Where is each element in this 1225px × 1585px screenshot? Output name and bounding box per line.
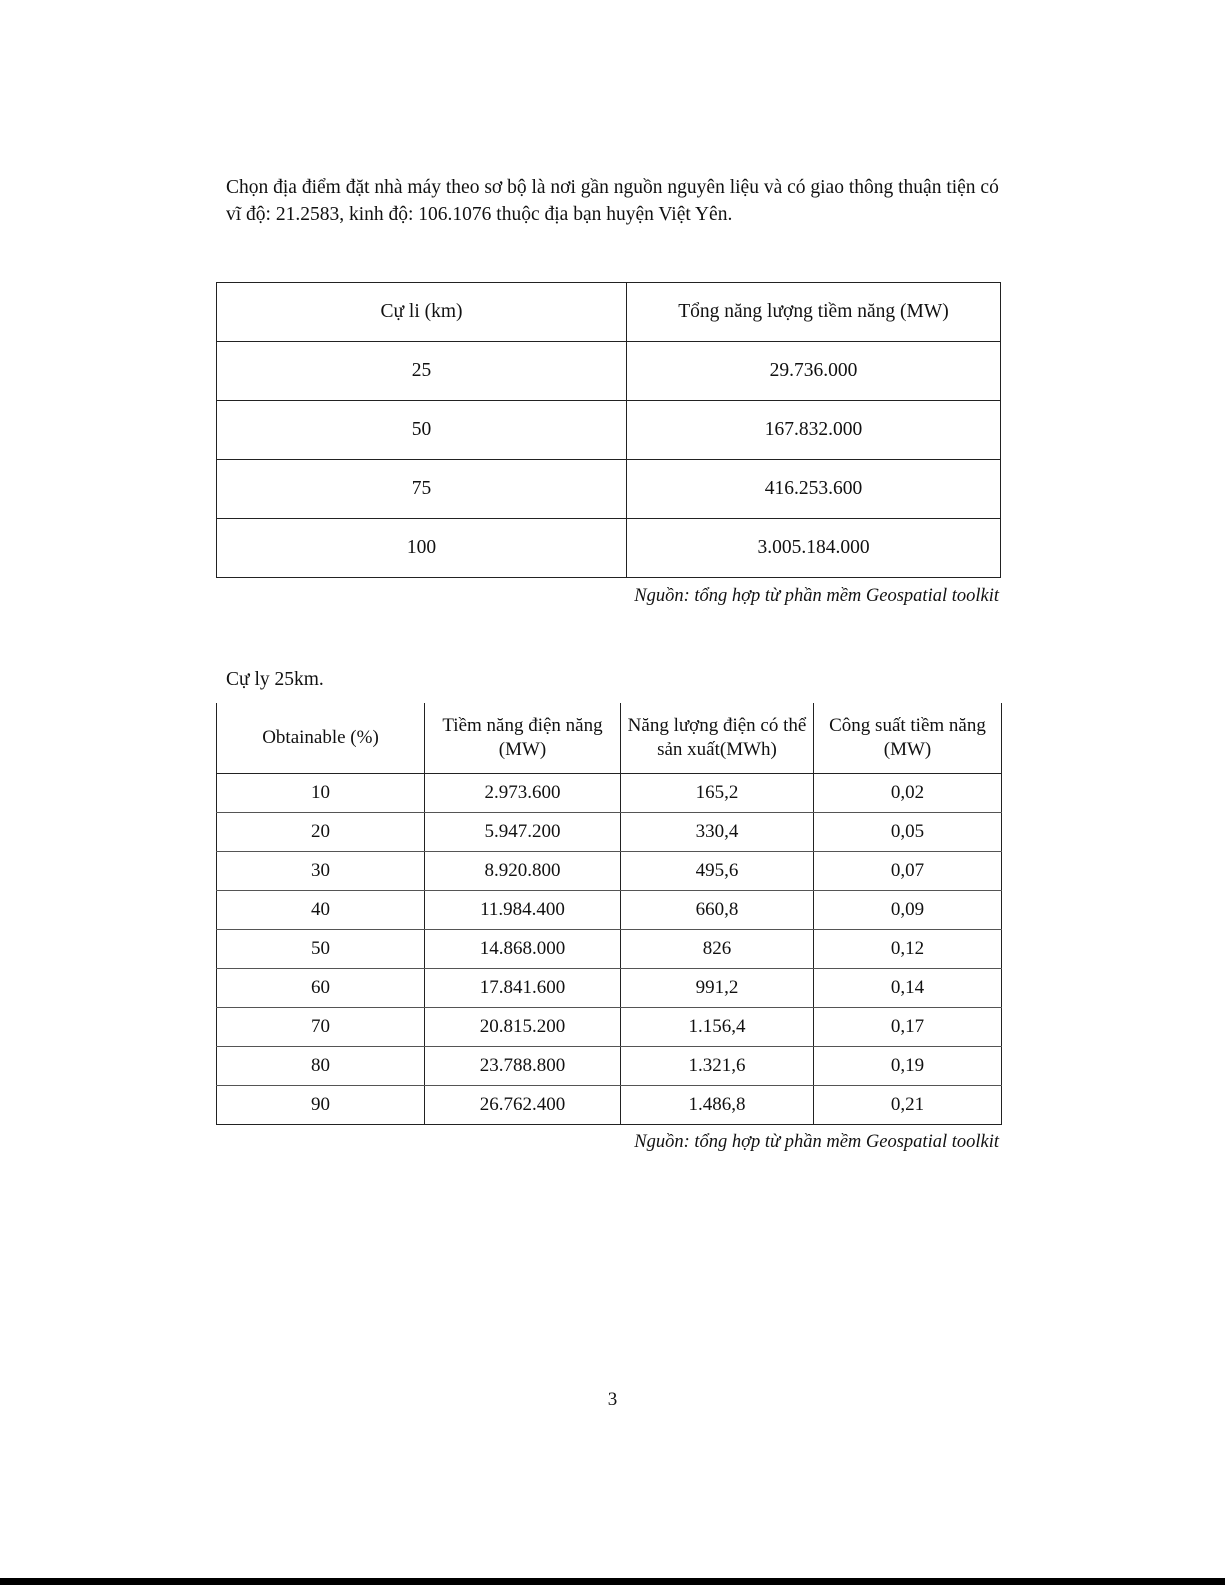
table-cell: 165,2 — [621, 774, 814, 813]
table-row — [217, 969, 1002, 1008]
table-cell: 167.832.000 — [627, 401, 1001, 460]
table-row — [217, 930, 1002, 969]
page-bottom-border — [0, 1578, 1225, 1585]
table-cell: 0,17 — [814, 1008, 1002, 1047]
table-row — [217, 1047, 1002, 1086]
table-cell: 70 — [217, 1008, 425, 1047]
table-cell: 1.321,6 — [621, 1047, 814, 1086]
table-cell: 2.973.600 — [425, 774, 621, 813]
table-cell: 23.788.800 — [425, 1047, 621, 1086]
table-cell: 0,05 — [814, 813, 1002, 852]
table-cell: 826 — [621, 930, 814, 969]
table-header-row — [217, 283, 1001, 342]
table-cell: 330,4 — [621, 813, 814, 852]
table-cell: 660,8 — [621, 891, 814, 930]
table-cell: 0,02 — [814, 774, 1002, 813]
table-cell: 50 — [217, 930, 425, 969]
table-cell: 0,14 — [814, 969, 1002, 1008]
column-header-electric-potential: Tiềm năng điện năng (MW) — [425, 703, 621, 774]
table-cell: 14.868.000 — [425, 930, 621, 969]
column-header-producible-energy: Năng lượng điện có thể sản xuất(MWh) — [621, 703, 814, 774]
table-cell: 991,2 — [621, 969, 814, 1008]
table-cell: 10 — [217, 774, 425, 813]
energy-by-distance-table — [216, 282, 1001, 578]
table-header-row — [217, 703, 1002, 774]
table-cell: 0,07 — [814, 852, 1002, 891]
table-cell: 17.841.600 — [425, 969, 621, 1008]
table-cell: 5.947.200 — [425, 813, 621, 852]
table-row — [217, 1008, 1002, 1047]
table-cell: 20.815.200 — [425, 1008, 621, 1047]
table-row — [217, 891, 1002, 930]
column-header-obtainable: Obtainable (%) — [217, 703, 425, 774]
table-row — [217, 460, 1001, 519]
table-cell: 80 — [217, 1047, 425, 1086]
section-subheading: Cự ly 25km. — [226, 669, 324, 690]
table-row — [217, 519, 1001, 578]
table-cell: 30 — [217, 852, 425, 891]
table-cell: 1.486,8 — [621, 1086, 814, 1125]
table-cell: 416.253.600 — [627, 460, 1001, 519]
table2-source-note: Nguồn: tổng hợp từ phần mềm Geospatial toolkit — [634, 1132, 999, 1152]
table-cell: 75 — [217, 460, 627, 519]
table-cell: 1.156,4 — [621, 1008, 814, 1047]
column-header-distance: Cự li (km) — [217, 283, 627, 342]
table-row — [217, 342, 1001, 401]
table1-source-note: Nguồn: tổng hợp từ phần mềm Geospatial toolkit — [634, 586, 999, 606]
table-cell: 495,6 — [621, 852, 814, 891]
table-cell: 26.762.400 — [425, 1086, 621, 1125]
intro-paragraph: Chọn địa điểm đặt nhà máy theo sơ bộ là nơi gần nguồn nguyên liệu và có giao thông thuận tiện có vĩ độ: 21.2583, kinh độ: 106.1076 thuộc địa bạn huyện Việt Yên. — [226, 177, 999, 225]
table-row — [217, 813, 1002, 852]
table-cell: 90 — [217, 1086, 425, 1125]
table-cell: 40 — [217, 891, 425, 930]
table-cell: 0,12 — [814, 930, 1002, 969]
table-cell: 0,21 — [814, 1086, 1002, 1125]
table-cell: 100 — [217, 519, 627, 578]
table-row — [217, 401, 1001, 460]
table-cell: 29.736.000 — [627, 342, 1001, 401]
table-cell: 0,19 — [814, 1047, 1002, 1086]
table-cell: 11.984.400 — [425, 891, 621, 930]
table-cell: 8.920.800 — [425, 852, 621, 891]
table-row — [217, 774, 1002, 813]
table-cell: 3.005.184.000 — [627, 519, 1001, 578]
page-number: 3 — [607, 1389, 618, 1410]
table-cell: 20 — [217, 813, 425, 852]
table-cell: 60 — [217, 969, 425, 1008]
table-row — [217, 852, 1002, 891]
obtainable-potential-table — [216, 703, 1002, 1125]
table-cell: 50 — [217, 401, 627, 460]
table-cell: 25 — [217, 342, 627, 401]
table-row — [217, 1086, 1002, 1125]
column-header-potential-capacity: Công suất tiềm năng (MW) — [814, 703, 1002, 774]
column-header-total-energy: Tổng năng lượng tiềm năng (MW) — [627, 283, 1001, 342]
table-cell: 0,09 — [814, 891, 1002, 930]
